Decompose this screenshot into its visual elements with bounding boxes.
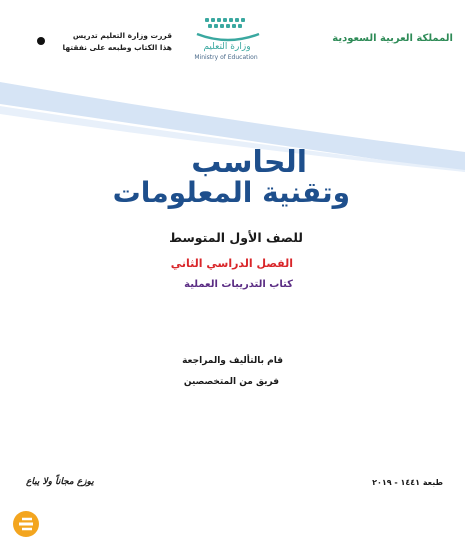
book-title-line-1: الحاسب bbox=[191, 145, 307, 180]
ministry-name-en: Ministry of Education bbox=[194, 54, 258, 61]
edition-label: طبعة ١٤٤١ - ٢٠١٩ bbox=[372, 478, 443, 487]
notice-line-2: هذا الكتاب وطبعه على نفقتها bbox=[62, 43, 172, 52]
book-title-line-2: وتقنية المعلومات bbox=[112, 176, 350, 209]
bullet-icon bbox=[37, 37, 45, 45]
semester-label: الفصل الدراسي الثاني bbox=[170, 257, 293, 270]
authored-by-label: قام بالتأليف والمراجعة bbox=[182, 356, 283, 366]
kingdom-label: المملكة العربية السعودية bbox=[332, 33, 453, 44]
ministry-notice bbox=[60, 30, 172, 54]
free-distribution-label: يوزع مجاناً ولا يباع bbox=[26, 477, 94, 487]
ministry-name-ar: وزارة التعليم bbox=[203, 42, 251, 52]
grade-label: للصف الأول المتوسط bbox=[169, 230, 303, 245]
book-type-label: كتاب التدريبات العملية bbox=[184, 279, 293, 290]
publisher-logo-icon bbox=[6, 502, 46, 538]
team-label: فريق من المتخصصين bbox=[183, 377, 279, 387]
notice-line-1: قررت وزارة التعليم تدريس bbox=[72, 31, 172, 40]
